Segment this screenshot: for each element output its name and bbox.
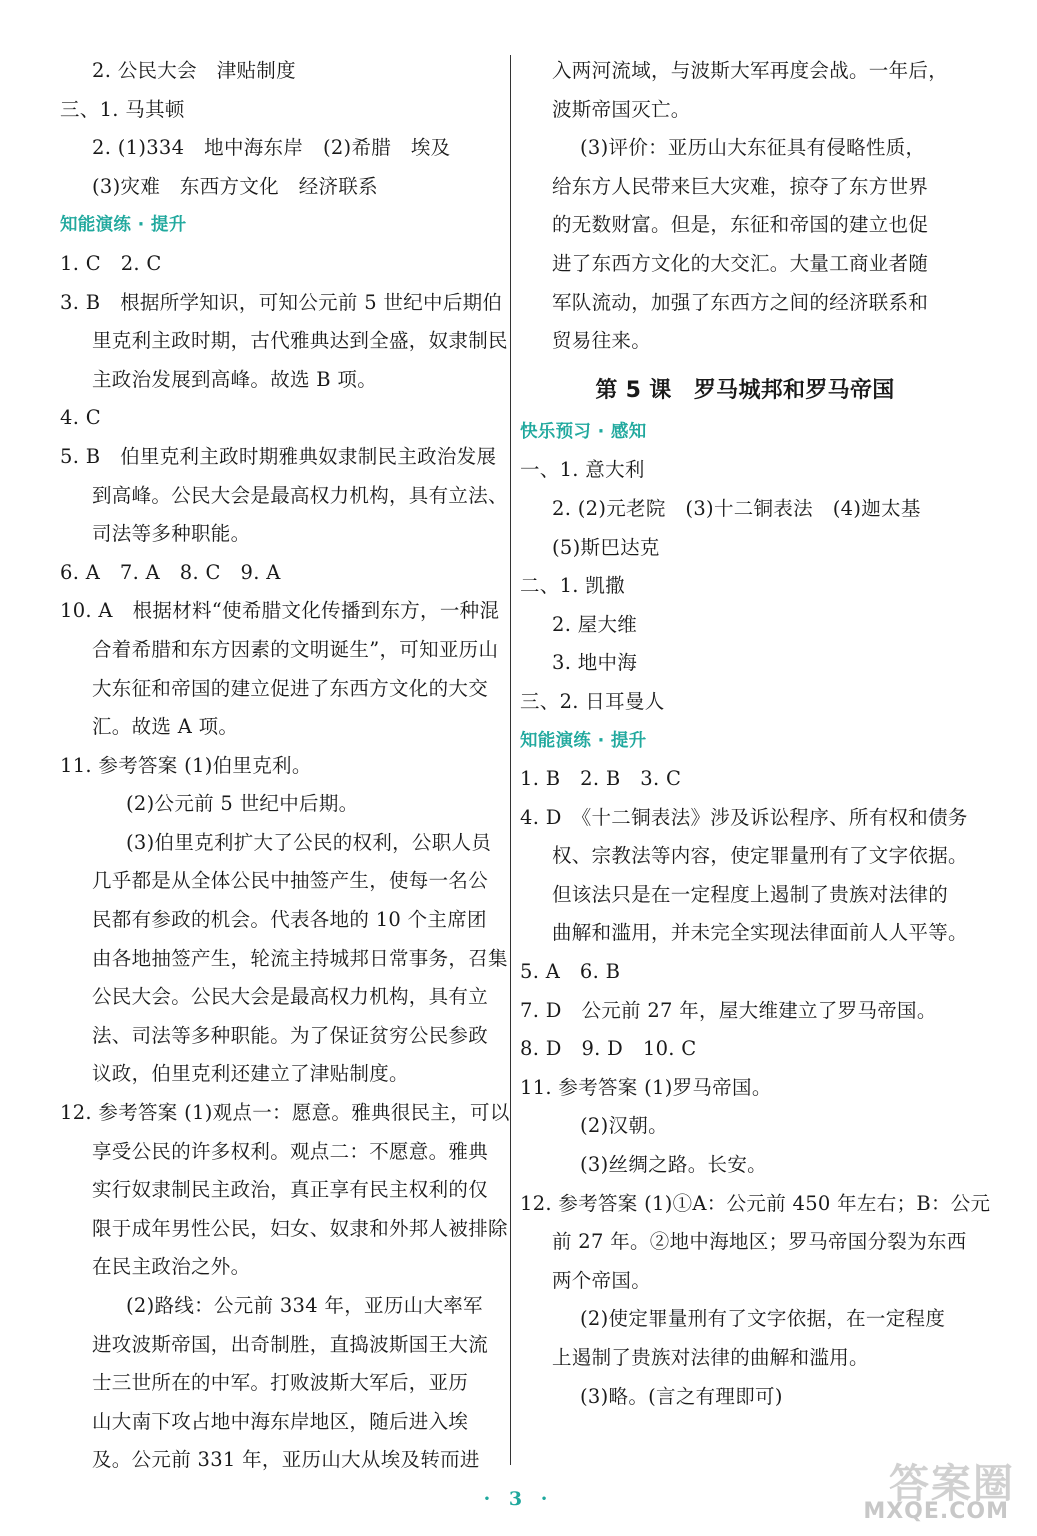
text-line: 司法等多种职能。 <box>92 522 251 546</box>
text-line: 6. A 7. A 8. C 9. A <box>60 560 281 584</box>
text-line: (3)丝绸之路。长安。 <box>580 1153 767 1177</box>
text-line: 2. (1)334 地中海东岸 (2)希腊 埃及 <box>92 136 451 160</box>
text-line: 给东方人民带来巨大灾难，掠夺了东方世界 <box>552 174 929 198</box>
text-line: 3. B 根据所学知识，可知公元前 5 世纪中后期伯 <box>60 290 503 314</box>
text-line: 波斯帝国灭亡。 <box>552 97 691 121</box>
text-line: 汇。故选 A 项。 <box>92 715 239 739</box>
text-line: 享受公民的许多权利。观点二：不愿意。雅典 <box>92 1139 489 1163</box>
text-line: 民都有参政的机会。代表各地的 10 个主席团 <box>92 908 487 932</box>
text-line: 入两河流域，与波斯大军再度会战。一年后， <box>552 59 949 82</box>
watermark-text: 答案圈 <box>889 1461 1015 1507</box>
text-line: 12. 参考答案 (1)①A：公元前 450 年左右；B：公元 <box>520 1191 991 1215</box>
text-line: 两个帝国。 <box>552 1268 652 1292</box>
text-line: 公民大会。公民大会是最高权力机构，具有立 <box>92 985 489 1009</box>
text-line: 在民主政治之外。 <box>92 1255 251 1279</box>
text-line: 合着希腊和东方因素的文明诞生”，可知亚历山 <box>92 637 499 661</box>
text-line: 三、2. 日耳曼人 <box>520 689 665 713</box>
text-line: 及。公元前 331 年，亚历山大从埃及转而进 <box>92 1448 480 1472</box>
text-line: 2. 屋大维 <box>552 612 638 636</box>
text-line: 2. (2)元老院 (3)十二铜表法 (4)迦太基 <box>552 496 921 520</box>
text-line: 实行奴隶制民主政治，真正享有民主权利的仅 <box>92 1178 489 1202</box>
right-column <box>520 52 991 1416</box>
text-line: 议政，伯里克利还建立了津贴制度。 <box>92 1062 409 1086</box>
text-line: 进了东西方文化的大交汇。大量工商业者随 <box>552 251 929 275</box>
text-line: (3)略。(言之有理即可) <box>580 1384 783 1408</box>
text-line: 5. B 伯里克利主政时期雅典奴隶制民主政治发展 <box>60 444 497 468</box>
text-line: 4. C <box>60 406 101 430</box>
text-line: 军队流动，加强了东西方之间的经济联系和 <box>552 290 929 314</box>
text-line: 限于成年男性公民，妇女、奴隶和外邦人被排除 <box>92 1216 508 1240</box>
text-line: 上遏制了贵族对法律的曲解和滥用。 <box>552 1346 869 1369</box>
text-line: 1. B 2. B 3. C <box>520 767 682 791</box>
text-line: 的无数财富。但是，东征和帝国的建立也促 <box>552 213 929 237</box>
text-line: 山大南下攻占地中海东岸地区，随后进入埃 <box>92 1409 469 1433</box>
text-line: 到高峰。公民大会是最高权力机构，具有立法、 <box>92 483 508 507</box>
section-heading: 知能演练 · 提升 <box>520 730 647 751</box>
text-line: 10. A 根据材料“使希腊文化传播到东方，一种混 <box>60 599 500 623</box>
watermark-logo <box>815 1452 1015 1524</box>
text-line: (2)路线：公元前 334 年，亚历山大率军 <box>126 1294 483 1317</box>
text-line: (2)公元前 5 世纪中后期。 <box>126 792 359 816</box>
section-heading: 快乐预习 · 感知 <box>520 421 647 442</box>
text-line: 由各地抽签产生，轮流主持城邦日常事务，召集 <box>92 946 508 970</box>
text-line: 11. 参考答案 (1)伯里克利。 <box>60 753 312 777</box>
text-line: (2)使定罪量刑有了文字依据，在一定程度 <box>580 1307 946 1331</box>
section-heading: 知能演练 · 提升 <box>60 215 187 236</box>
text-line: 一、1. 意大利 <box>520 458 645 482</box>
text-line: (2)汉朝。 <box>580 1114 668 1138</box>
text-line: 12. 参考答案 (1)观点一：愿意。雅典很民主，可以 <box>60 1101 510 1125</box>
text-line: 4. D 《十二铜表法》涉及诉讼程序、所有权和债务 <box>520 805 968 829</box>
text-line: (3)评价：亚历山大东征具有侵略性质， <box>580 136 926 160</box>
text-line: 法、司法等多种职能。为了保证贫穷公民参政 <box>92 1023 489 1047</box>
text-line: 3. 地中海 <box>552 651 638 675</box>
text-line: 里克利主政时期，古代雅典达到全盛，奴隶制民 <box>92 329 508 353</box>
watermark-site: MXQE.COM <box>863 1499 1009 1524</box>
text-line: 7. D 公元前 27 年，屋大维建立了罗马帝国。 <box>520 998 937 1022</box>
text-line: 11. 参考答案 (1)罗马帝国。 <box>520 1075 772 1099</box>
text-line: 1. C 2. C <box>60 251 162 275</box>
text-line: 进攻波斯帝国，出奇制胜，直捣波斯国王大流 <box>92 1332 489 1356</box>
text-line: (3)伯里克利扩大了公民的权利，公职人员 <box>126 830 492 854</box>
text-line: 但该法只是在一定程度上遏制了贵族对法律的 <box>552 882 949 906</box>
text-line: 权、宗教法等内容，使定罪量刑有了文字依据。 <box>552 844 968 868</box>
text-line: 8. D 9. D 10. C <box>520 1037 697 1061</box>
text-line: 大东征和帝国的建立促进了东西方文化的大交 <box>92 676 489 700</box>
text-line: 前 27 年。②地中海地区；罗马帝国分裂为东西 <box>552 1230 967 1254</box>
text-line: 2. 公民大会 津贴制度 <box>92 59 296 82</box>
text-line: 二、1. 凯撒 <box>520 574 625 598</box>
text-line: 主政治发展到高峰。故选 B 项。 <box>92 367 378 391</box>
column-divider <box>510 55 511 1465</box>
text-line: 5. A 6. B <box>520 960 621 984</box>
lesson-title: 第 5 课 罗马城邦和罗马帝国 <box>595 377 895 403</box>
text-line: 士三世所在的中军。打败波斯大军后，亚历 <box>92 1371 469 1395</box>
text-line: (3)灾难 东西方文化 经济联系 <box>92 174 378 198</box>
text-line: (5)斯巴达克 <box>552 535 660 559</box>
text-line: 几乎都是从全体公民中抽签产生，使每一名公 <box>92 869 489 893</box>
text-line: 三、1. 马其顿 <box>60 97 185 121</box>
page-number: · 3 · <box>483 1488 554 1510</box>
left-column <box>60 52 510 1480</box>
text-line: 曲解和滥用，并未完全实现法律面前人人平等。 <box>552 921 968 945</box>
text-line: 贸易往来。 <box>552 329 652 353</box>
